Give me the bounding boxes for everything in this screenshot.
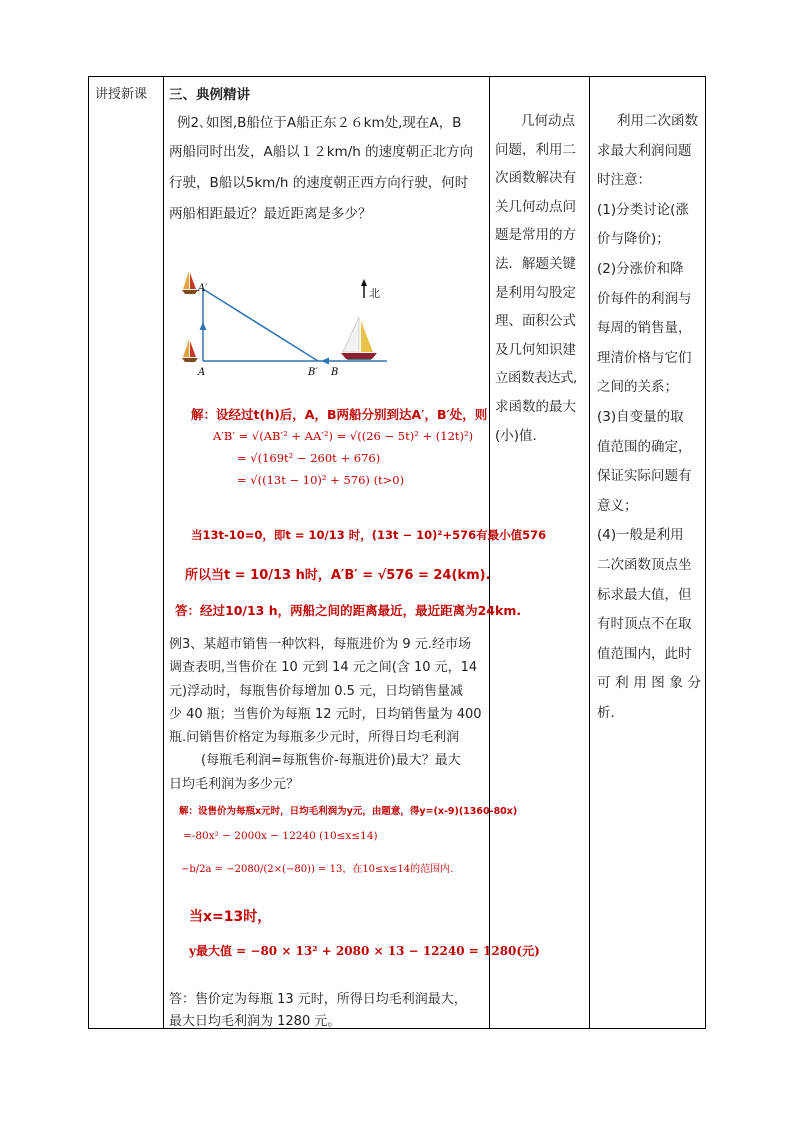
- west-arrowhead: [321, 358, 329, 365]
- note-line: 有时顶点不在取: [597, 616, 692, 633]
- sailboat-icon: [182, 271, 198, 294]
- note-line: 理、面积公式: [495, 313, 576, 330]
- solution-2-minimum: 当13t-10=0，即t = 10/13 时，(13t − 10)²+576有最小值576: [191, 528, 547, 542]
- example-3-line: 元)浮动时，每瓶售价每增加 0.5 元，日均销售量减: [169, 683, 464, 699]
- note-line: 几何动点: [521, 113, 575, 129]
- note-line: 理清价格与它们: [597, 349, 692, 366]
- example-2-line: 行驶，B船以5km/h 的速度朝正西方向行驶，何时: [169, 175, 469, 191]
- note-line: 时注意：: [597, 172, 651, 189]
- note-line: 次函数解决有: [495, 170, 576, 187]
- notes-profit: [597, 107, 701, 728]
- solution-2-eq3: = √((13t − 10)² + 576) (t>0): [237, 473, 405, 487]
- sailboat-icon: [182, 339, 198, 362]
- note-line: 及几何知识建: [495, 341, 576, 358]
- solution-3-answer-2: 最大日均毛利润为 1280 元。: [169, 1014, 341, 1029]
- solution-3-line3: −b/2a = −2080/(2×(−80)) = 13，在10≤x≤14的范围内.: [181, 864, 454, 875]
- label-b: B: [331, 367, 339, 377]
- ship-diagram: [181, 267, 481, 377]
- example-2-line: 例2､如图,B船位于A船正东２６km处,现在A，B: [177, 115, 462, 131]
- example-3-line: 日均毛利润为多少元？: [169, 776, 300, 792]
- example-3-line: (每瓶毛利润=每瓶售价-每瓶进价)最大？最大: [201, 753, 461, 769]
- note-line: (2)分涨价和降: [597, 260, 684, 277]
- note-line: 值范围内，此时: [597, 645, 692, 662]
- label-north: 北: [369, 287, 380, 300]
- note-line: 标求最大值，但: [597, 586, 692, 603]
- column-divider-2: [489, 77, 490, 1028]
- label-a-prime: A′: [198, 283, 208, 294]
- note-line: 是利用勾股定: [495, 284, 576, 301]
- note-line: (4)一般是利用: [597, 527, 684, 544]
- solution-3-answer-1: 答：售价定为每瓶 13 元时，所得日均毛利润最大，: [169, 992, 467, 1007]
- lesson-table: [88, 76, 706, 1029]
- note-line: (1)分类讨论(涨: [597, 201, 689, 218]
- note-line: 利用二次函数: [617, 113, 698, 129]
- note-line: 题是常用的方: [495, 227, 576, 244]
- note-line: 法．解题关键: [495, 255, 576, 272]
- note-line: 值范围的确定，: [597, 438, 692, 455]
- solution-3-line2: =-80x² − 2000x − 12240 (10≤x≤14): [183, 830, 378, 842]
- example-3: [169, 633, 487, 796]
- example-3-line: 调查表明,当售价在 10 元到 14 元之间(含 10 元，14: [169, 660, 478, 676]
- solution-3-line5: y最大值 = −80 × 13² + 2080 × 13 − 12240 = 1280(元): [189, 944, 540, 958]
- note-line: 二次函数顶点坐: [597, 556, 692, 573]
- solution-2-eq1: A′B′ = √(AB′² + AA′²) = √((26 − 5t)² + (12t)²): [213, 429, 474, 443]
- example-2: [169, 109, 487, 230]
- label-b-prime: B′: [308, 367, 318, 377]
- solution-2-result: 所以当t = 10/13 h时，A′B′ = √576 = 24(km).: [185, 568, 491, 583]
- note-line: 关几何动点问: [495, 198, 576, 215]
- example-3-line: 少 40 瓶；当售价为每瓶 12 元时，日均销售量为 400: [169, 706, 482, 722]
- label-a: A: [198, 367, 206, 377]
- north-arrowhead: [200, 322, 207, 330]
- solution-2-answer: 答：经过10/13 h，两船之间的距离最近，最近距离为24km.: [175, 603, 522, 618]
- example-2-line: 两船同时出发，A船以１２km/h 的速度朝正北方向: [169, 144, 474, 160]
- section-label: 讲授新课: [95, 87, 148, 102]
- note-line: (小)值．: [495, 427, 547, 444]
- note-line: 问题，利用二: [495, 141, 576, 158]
- note-line: 保证实际问题有: [597, 468, 692, 485]
- notes-geometry: [495, 107, 585, 450]
- note-line: 意义；: [597, 497, 638, 514]
- note-line: 价每件的利润与: [597, 290, 692, 307]
- column-divider-1: [163, 77, 164, 1028]
- solution-3-line1: 解：设售价为每瓶x元时，日均毛利润为y元，由题意，得y=(x-9)(1360-80x): [179, 806, 518, 817]
- example-3-line: 例3、某超市销售一种饮料，每瓶进价为 9 元.经市场: [169, 637, 471, 652]
- section-heading: 三、典例精讲: [169, 87, 250, 103]
- side-a-prime-b-prime: [203, 289, 318, 361]
- note-line: 价与降价)；: [597, 231, 670, 248]
- column-divider-3: [589, 77, 590, 1028]
- note-line: (3)自变量的取: [597, 408, 684, 425]
- note-line: 可利用图象分析．: [597, 675, 701, 721]
- example-2-line: 两船相距最近？最近距离是多少？: [169, 206, 372, 222]
- note-line: 求函数的最大: [495, 398, 576, 415]
- sailboat-b-icon: [341, 317, 377, 359]
- note-line: 立函数表达式,: [495, 370, 577, 387]
- example-3-line: 瓶.问销售价格定为每瓶多少元时，所得日均毛利润: [169, 730, 460, 746]
- note-line: 求最大利润问题: [597, 142, 692, 159]
- solution-3-line4: 当x=13时，: [189, 909, 272, 925]
- note-line: 每周的销售量，: [597, 320, 692, 337]
- solution-2-intro: 解：设经过t(h)后，A，B两船分别到达A′，B′处，则: [191, 407, 488, 422]
- solution-2-eq2: = √(169t² − 260t + 676): [237, 451, 381, 465]
- north-arrow-icon: [361, 279, 367, 286]
- note-line: 之间的关系；: [597, 379, 678, 396]
